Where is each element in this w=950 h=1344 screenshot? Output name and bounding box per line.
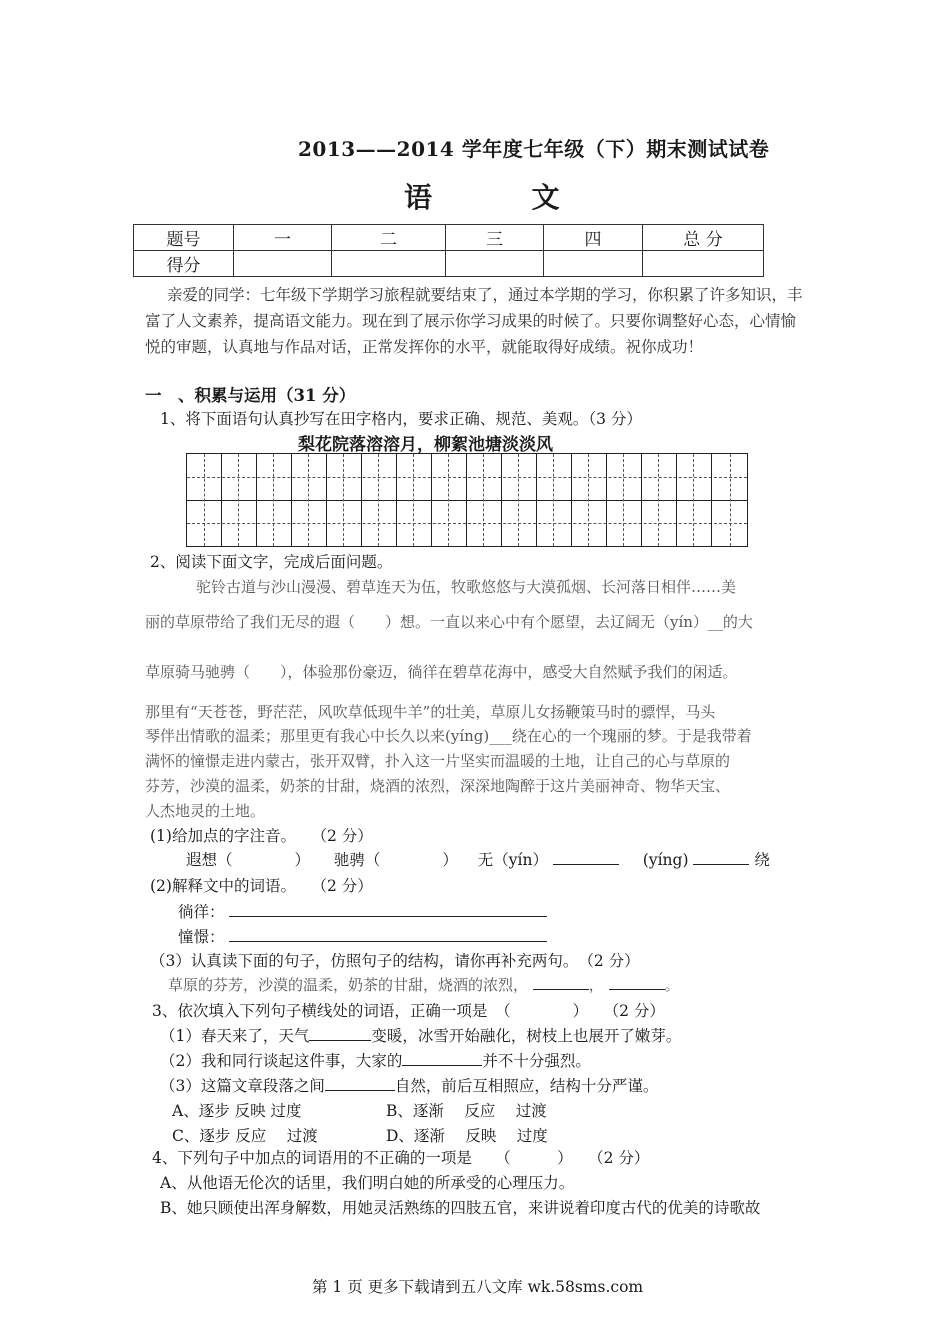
q3-option[interactable]: C、逐步 反应 过渡: [172, 1127, 318, 1145]
answer-line[interactable]: [229, 902, 547, 917]
answer-blank[interactable]: [309, 1026, 371, 1041]
answer-blank[interactable]: [693, 850, 749, 865]
q3-item: [160, 1024, 681, 1046]
answer-blank[interactable]: [533, 975, 589, 990]
answer-blank[interactable]: [402, 1051, 482, 1066]
question-4: 4、下列句子中加点的词语用的不正确的一项是 （ ） （2 分）: [152, 1149, 650, 1167]
pinyin-item: (yíng): [642, 851, 689, 869]
score-cell[interactable]: [643, 251, 764, 277]
imitate-separator: ，: [588, 976, 604, 994]
score-cell[interactable]: [446, 251, 544, 277]
score-table: [133, 224, 764, 277]
define-label: 憧憬：: [178, 928, 225, 946]
q4-option[interactable]: B、她只顾使出浑身解数，用她灵活熟练的四肢五官，来讲说着印度古代的优美的诗歌故: [160, 1199, 761, 1217]
q3-item-text: （1）春天来了，天气: [160, 1027, 310, 1045]
writing-grid[interactable]: [186, 453, 748, 547]
score-cell[interactable]: [544, 251, 643, 277]
q3-item-text: （3）这篇文章段落之间: [160, 1077, 325, 1095]
passage-line: 草原骑马驰骋（ ），体验那份豪迈，徜徉在碧草花海中，感受大自然赋予我们的闲适。: [145, 663, 738, 681]
question-1: 1、将下面语句认真抄写在田字格内，要求正确、规范、美观。（3 分）: [160, 410, 642, 428]
score-header-cell: 四: [544, 225, 643, 251]
subject-heading: [404, 176, 560, 216]
imitate-sentence: [168, 974, 680, 995]
answer-line[interactable]: [229, 927, 547, 942]
score-cell[interactable]: [234, 251, 332, 277]
score-header-cell: 总 分: [643, 225, 764, 251]
subject-char-2: 文: [531, 181, 560, 214]
score-header-cell: 一: [234, 225, 332, 251]
answer-blank[interactable]: [325, 1076, 395, 1091]
q3-option[interactable]: A、逐步 反映 过度: [172, 1102, 302, 1120]
define-item: [178, 925, 547, 947]
define-item: [178, 900, 547, 922]
score-row-label: 得分: [134, 251, 234, 277]
pinyin-item: 驰骋（ ）: [333, 851, 458, 869]
imitate-text: 草原的芬芳，沙漠的温柔，奶茶的甘甜，烧酒的浓烈，: [168, 976, 529, 994]
question-2: 2、阅读下面文字，完成后面问题。: [150, 553, 393, 571]
passage-line: 人杰地灵的土地。: [145, 802, 266, 820]
passage-line: 琴伴出情歌的温柔；那里更有我心中长久以来(yíng)___绕在心的一个瑰丽的梦。于是我带着: [145, 727, 752, 745]
q3-option[interactable]: B、逐渐 反应 过渡: [386, 1102, 547, 1120]
section-1-title: 一 、积累与运用（31 分）: [145, 386, 356, 405]
q3-item-text: （2）我和同行谈起这件事，大家的: [160, 1052, 403, 1070]
sub-question-2: (2)解释文中的词语。 （2 分）: [150, 877, 373, 895]
pinyin-item: 无（yín）: [477, 851, 548, 869]
pinyin-item: 绕: [754, 851, 770, 869]
pinyin-items: [186, 848, 770, 870]
score-header-cell: 题号: [134, 225, 234, 251]
passage-line: 满怀的憧憬走进内蒙古，张开双臂，扑入这一片坚实而温暖的土地，让自己的心与草原的: [145, 752, 731, 770]
q4-option[interactable]: A、从他语无伦次的话里，我们明白她的所承受的心理压力。: [160, 1174, 575, 1192]
imitate-end: 。: [664, 976, 680, 994]
passage-line: 芬芳，沙漠的温柔，奶茶的甘甜，烧酒的浓烈，深深地陶醉于这片美丽神奇、物华天宝、: [145, 777, 731, 795]
q3-item: [160, 1049, 591, 1071]
exam-title: 2013——2014 学年度七年级（下）期末测试试卷: [298, 137, 770, 161]
q3-item-text: 变暖，冰雪开始融化，树枝上也展开了嫩芽。: [371, 1027, 682, 1045]
question-3: 3、依次填入下列句子横线处的词语，正确一项是 （ ） （2 分）: [152, 1002, 665, 1020]
q3-item-text: 自然，前后互相照应，结构十分严谨。: [394, 1077, 659, 1095]
subject-char-1: 语: [404, 181, 433, 214]
score-header-cell: 二: [332, 225, 446, 251]
answer-blank[interactable]: [553, 850, 619, 865]
score-cell[interactable]: [332, 251, 446, 277]
define-label: 徜徉：: [178, 903, 225, 921]
sub-question-3: （3）认真读下面的句子，仿照句子的结构，请你再补充两句。 （2 分）: [150, 952, 640, 970]
passage-line: 驼铃古道与沙山漫漫、碧草连天为伍，牧歌悠悠与大漠孤烟、长河落日相伴……美: [196, 578, 737, 596]
page-footer: 第 1 页 更多下载请到五八文库 wk.58sms.com: [312, 1278, 644, 1296]
intro-paragraph: 亲爱的同学：七年级下学期学习旅程就要结束了，通过本学期的学习，你积累了许多知识，丰富了人文素养，提高语文能力。现在到了展示你学习成果的时候了。只要你调整好心态，心情愉悦的审题，认真地与作品对话，正常发挥你的水平，就能取得好成绩。祝你成功！: [145, 286, 803, 356]
score-header-cell: 三: [446, 225, 544, 251]
sub-question-1: (1)给加点的字注音。 （2 分）: [150, 827, 373, 845]
answer-blank[interactable]: [609, 975, 665, 990]
passage-line: 丽的草原带给了我们无尽的遐（ ）想。一直以来心中有个愿望，去辽阔无（yín）__的大: [145, 613, 753, 631]
copy-sentence: 梨花院落溶溶月，柳絮池塘淡淡风: [298, 435, 553, 455]
q3-item: [160, 1074, 658, 1096]
q3-item-text: 并不十分强烈。: [482, 1052, 591, 1070]
q3-option[interactable]: D、逐渐 反映 过度: [386, 1127, 548, 1145]
passage-line: 那里有“天苍苍，野茫茫，风吹草低现牛羊”的壮美，草原儿女扬鞭策马时的骠悍，马头: [145, 703, 716, 721]
pinyin-item: 遐想（ ）: [186, 851, 311, 869]
